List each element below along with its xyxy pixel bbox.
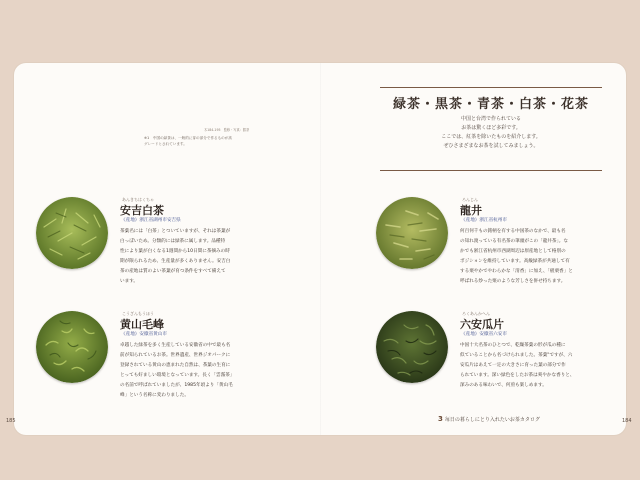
section-heading-box	[380, 87, 602, 171]
page-number-right: 184	[622, 418, 632, 424]
section-title: 緑茶・黒茶・青茶・白茶・花茶	[392, 97, 589, 112]
tea-origin: 《産地》安徽省六安市	[461, 332, 507, 337]
page-gutter	[320, 63, 321, 435]
footnote	[144, 135, 304, 147]
tea-origin: 《産地》安徽省黄山市	[121, 332, 167, 337]
running-title: 毎日の暮らしにとり入れたいお茶カタログ	[444, 417, 540, 423]
footnote-line: グレードとされています。	[144, 142, 187, 146]
tea-leaf-photo	[36, 197, 108, 269]
photo-credit: 木184-195 監修・写真：勝茶	[204, 128, 250, 132]
tea-description: 何百何千もの銘柄を有する中国茶のなかで、最も名 の知れ渡っている有名茶の筆頭がこの「龍井茶」。な かでも浙江省杭州市西湖周辺は原産地として格別の ポジションを維持しています。高級緑茶が共通して有 する栗やかでやわらかな「清香」に加え、「板栗香」と 呼ばれる炒った栗のような芳しさを併せ持ちます。	[460, 229, 573, 284]
section-intro: 中国と台湾で作られている お茶は驚くほど多彩です。 ここでは、紅茶を除いたものを紹介します。 ぜひさまざまなお茶を試してみましょう。	[441, 116, 541, 149]
book-spread	[6, 63, 632, 435]
tea-name-reading: ろくあんかへん	[462, 311, 490, 316]
tea-name: 六安瓜片	[460, 318, 504, 331]
tea-origin: 《産地》浙江省杭州市	[461, 218, 507, 223]
tea-description: 茶葉名には「白茶」とついていますが、それは茶葉が 白っぽいため。分類的には緑茶に属します。品種特 性により葉が白くなる1週間から10日間に茶摘みの時 期が限られるため、生産量が多くありません。安吉白 茶の産地は質のよい茶葉が育つ条件をすべて備えて います。	[120, 229, 231, 284]
tea-origin: 《産地》浙江省湖州市安吉県	[121, 218, 181, 223]
tea-name-reading: あんきちはくちゃ	[122, 197, 154, 202]
running-footer	[438, 415, 540, 423]
page-number-left: 185	[6, 418, 16, 424]
chapter-number: 3	[438, 415, 443, 423]
tea-name-reading: ろんじん	[462, 197, 478, 202]
tea-name: 安吉白茶	[120, 204, 164, 217]
footnote-line: ※1 中国の緑茶は、一般的に芽の部分で作るものが高	[144, 136, 232, 140]
tea-name: 黄山毛峰	[120, 318, 164, 331]
tea-description: 中国十大名茶のひとつで、乾燥茶葉の形が瓜の種に 似ていることから名づけられました。茶葉"ですが、六 安瓜片はあえて一定の大きさに育った葉の部分で作 られています。深い緑色をしたお茶は爽やかな香りと、 深みのある味わいで、何煎も楽しめます。	[460, 343, 575, 388]
tea-name-reading: こうざんもうほう	[122, 311, 154, 316]
tea-leaf-photo	[36, 311, 108, 383]
tea-description: 卓越した緑茶を多く生産している安徽省の中で最も名 前が知られているお茶。世界遺産、世界ジオパークに 登録されている黄山の恵まれた自然は、茶葉の生育に とっても好ましい環境となっています。長く「雲霧茶」 の名前で呼ばれていましたが、1985年頃より「黄山毛 峰」という名称に変わりました。	[120, 343, 235, 398]
tea-leaf-photo	[376, 197, 448, 269]
tea-name: 龍井	[460, 204, 482, 217]
tea-leaf-photo	[376, 311, 448, 383]
